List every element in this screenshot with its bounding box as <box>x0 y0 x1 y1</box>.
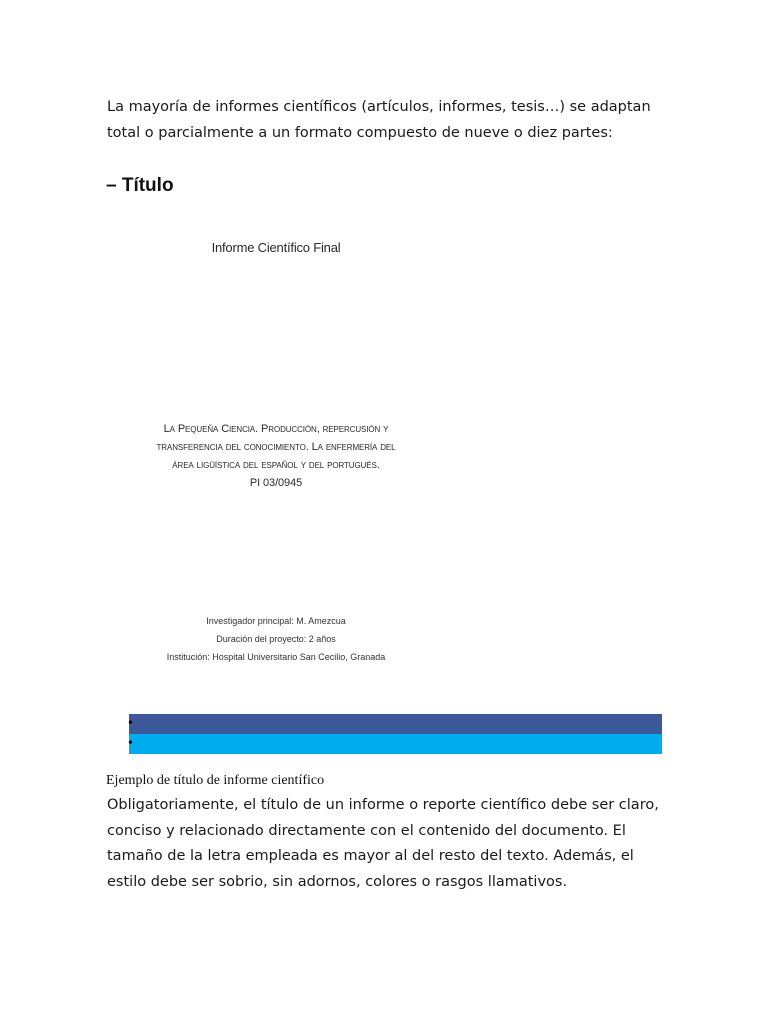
body-paragraph: Obligatoriamente, el título de un informe o reporte científico debe ser claro, conciso y relacionado directamente con el contenido del documento. El tamaño de la letra empleada es mayor al del resto del texto. Además, el estilo debe ser sobrio, sin adornos, colores o rasgos llamativos. <box>107 797 659 890</box>
title-page-image <box>106 220 446 680</box>
report-header: Informe Científico Final <box>211 240 341 255</box>
project-title-line: transferencia del conocimiento. La enfermería del <box>156 441 396 453</box>
share-bar-facebook[interactable] <box>129 714 662 734</box>
section-heading: – Título <box>106 175 174 196</box>
project-code: PI 03/0945 <box>249 477 303 489</box>
project-duration: Duración del proyecto: 2 años <box>216 634 336 644</box>
institution: Institución: Hospital Universitario San Cecilio, Granada <box>166 652 386 662</box>
project-title-line: La Pequeña Ciencia. Producción, repercusión y <box>163 423 389 435</box>
list-bullet: • <box>128 736 133 751</box>
share-bar-twitter[interactable] <box>129 734 662 754</box>
project-title <box>106 420 446 492</box>
intro-paragraph: La mayoría de informes científicos (artículos, informes, tesis…) se adaptan total o parcialmente a un formato compuesto de nueve o diez partes: <box>107 99 651 141</box>
project-title-line: área ligüística del español y del portugués. <box>172 459 380 471</box>
share-bar-list <box>129 714 662 754</box>
list-bullet: • <box>128 716 133 731</box>
principal-investigator: Investigador principal: M. Amezcua <box>206 616 346 626</box>
project-meta <box>106 612 446 666</box>
image-caption: Ejemplo de título de informe científico <box>106 773 325 788</box>
